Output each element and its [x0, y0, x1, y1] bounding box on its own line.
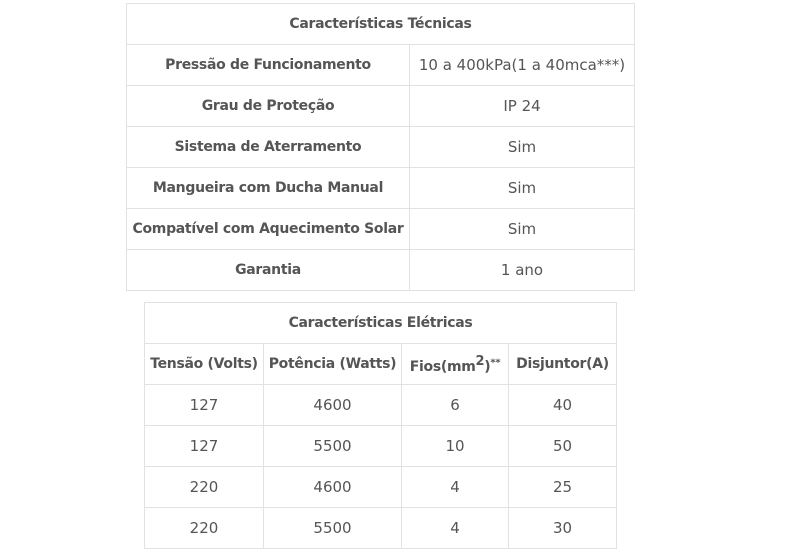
table-title-row	[145, 303, 617, 344]
column-header-breaker: Disjuntor(A)	[509, 344, 617, 385]
spec-label: Compatível com Aquecimento Solar	[127, 209, 410, 250]
spec-label: Grau de Proteção	[127, 86, 410, 127]
spec-value: Sim	[410, 209, 635, 250]
cell-wires: 4	[402, 508, 509, 549]
column-header-wires	[402, 344, 509, 385]
table-row	[145, 385, 617, 426]
electrical-specs-title: Características Elétricas	[145, 303, 617, 344]
wires-suffix: )	[484, 358, 491, 375]
table-header-row	[145, 344, 617, 385]
spec-value: IP 24	[410, 86, 635, 127]
wires-footnote-mark: **	[490, 356, 501, 368]
cell-voltage: 127	[145, 385, 264, 426]
spec-label: Pressão de Funcionamento	[127, 45, 410, 86]
table-row	[145, 426, 617, 467]
table-row	[127, 127, 635, 168]
cell-power: 5500	[264, 426, 402, 467]
spec-value: Sim	[410, 168, 635, 209]
table-header-row	[127, 4, 635, 45]
cell-wires: 10	[402, 426, 509, 467]
cell-power: 4600	[264, 385, 402, 426]
cell-breaker: 50	[509, 426, 617, 467]
cell-wires: 4	[402, 467, 509, 508]
table-row	[127, 250, 635, 291]
cell-breaker: 40	[509, 385, 617, 426]
column-header-voltage: Tensão (Volts)	[145, 344, 264, 385]
wires-superscript: 2	[475, 353, 485, 369]
cell-voltage: 127	[145, 426, 264, 467]
spec-label: Mangueira com Ducha Manual	[127, 168, 410, 209]
spec-value: Sim	[410, 127, 635, 168]
electrical-specs-table	[144, 302, 617, 549]
spec-value: 1 ano	[410, 250, 635, 291]
cell-wires: 6	[402, 385, 509, 426]
cell-voltage: 220	[145, 508, 264, 549]
spec-label: Garantia	[127, 250, 410, 291]
wires-label: Fios(mm	[409, 358, 476, 375]
table-row	[145, 508, 617, 549]
spec-value: 10 a 400kPa(1 a 40mca***)	[410, 45, 635, 86]
column-header-power: Potência (Watts)	[264, 344, 402, 385]
cell-breaker: 25	[509, 467, 617, 508]
table-row	[145, 467, 617, 508]
table-row	[127, 168, 635, 209]
cell-power: 5500	[264, 508, 402, 549]
cell-breaker: 30	[509, 508, 617, 549]
technical-specs-title: Características Técnicas	[127, 4, 635, 45]
cell-voltage: 220	[145, 467, 264, 508]
spec-label: Sistema de Aterramento	[127, 127, 410, 168]
table-row	[127, 45, 635, 86]
cell-power: 4600	[264, 467, 402, 508]
table-row	[127, 86, 635, 127]
table-row	[127, 209, 635, 250]
technical-specs-table	[126, 3, 635, 291]
